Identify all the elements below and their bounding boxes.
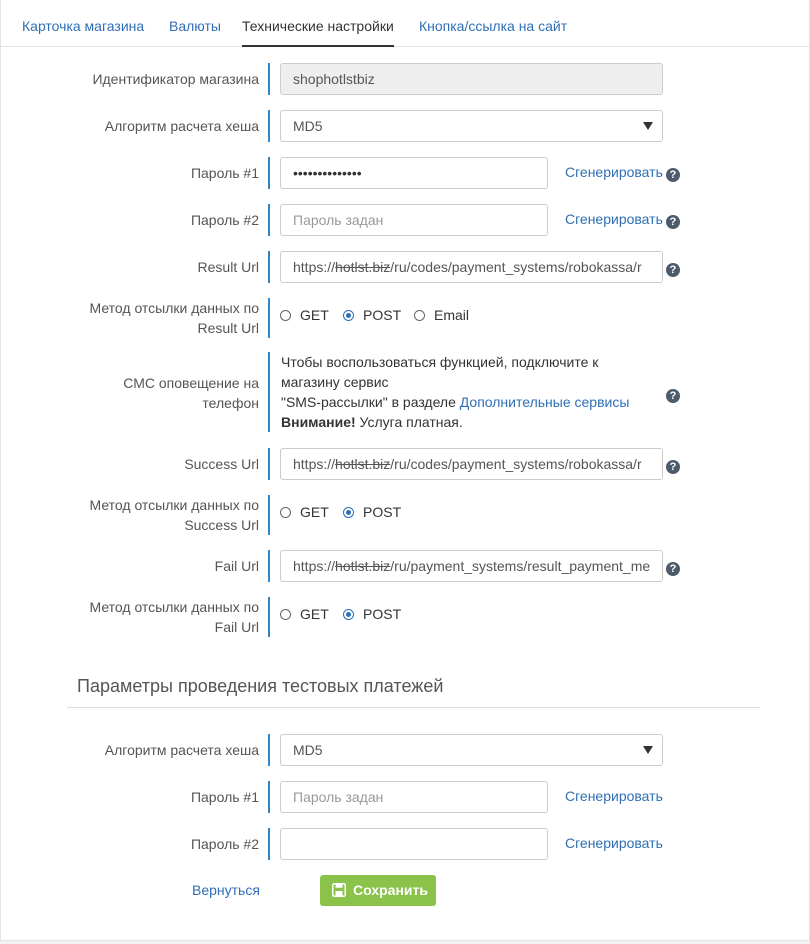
sms-notice (281, 352, 661, 432)
test-hash-algo-label: Алгоритм расчета хеша (104, 742, 259, 758)
generate-test-password2-link[interactable]: Сгенерировать (565, 835, 663, 851)
sms-notice-line2: магазину сервис (281, 374, 389, 390)
fail-url-field[interactable] (280, 550, 663, 582)
sms-label (61, 373, 259, 413)
fail-url-label: Fail Url (214, 558, 259, 574)
help-icon[interactable]: ? (666, 389, 680, 403)
label-divider (268, 63, 270, 95)
help-icon[interactable]: ? (666, 168, 680, 182)
tab-shop-card[interactable]: Карточка магазина (22, 18, 145, 34)
hash-algo-label: Алгоритм расчета хеша (104, 118, 259, 134)
caret-down-icon (643, 122, 653, 130)
password1-label: Пароль #1 (190, 165, 259, 181)
hash-algo-value: MD5 (293, 118, 323, 134)
generate-test-password1-link[interactable]: Сгенерировать (565, 788, 663, 804)
test-hash-algo-value: MD5 (293, 742, 323, 758)
help-icon[interactable]: ? (666, 263, 680, 277)
tab-technical-settings[interactable]: Технические настройки (242, 18, 394, 34)
url-domain: hotlst.biz (335, 558, 391, 574)
sms-notice-line4: Внимание! Услуга платная. (281, 414, 463, 430)
shop-id-label: Идентификатор магазина (92, 71, 259, 87)
fail-method-label-line2: Fail Url (214, 619, 259, 635)
tab-button-link[interactable]: Кнопка/ссылка на сайт (419, 18, 568, 34)
sms-label-line2: телефон (202, 395, 259, 411)
success-method-label-line1: Метод отсылки данных по (89, 497, 259, 513)
url-prefix: https:// (293, 558, 336, 574)
back-link[interactable]: Вернуться (192, 882, 260, 898)
floppy-disk-icon (332, 883, 346, 897)
generate-password2-link[interactable]: Сгенерировать (565, 211, 663, 227)
label-divider (268, 781, 270, 813)
url-path: /ru/payment_systems/result_payment_me (390, 558, 651, 574)
label-divider (268, 298, 270, 338)
url-path: /ru/codes/payment_systems/robokassa/r (390, 456, 642, 472)
result-url-label: Result Url (197, 259, 259, 275)
password2-field[interactable] (280, 204, 548, 236)
success-url-field[interactable] (280, 448, 663, 480)
tab-currencies[interactable]: Валюты (169, 18, 221, 34)
url-prefix: https:// (293, 456, 336, 472)
test-section-title: Параметры проведения тестовых платежей (77, 676, 444, 696)
tab-bar (1, 8, 809, 47)
url-domain: hotlst.biz (335, 456, 391, 472)
help-icon[interactable]: ? (666, 215, 680, 229)
test-password2-field[interactable] (280, 828, 548, 860)
label-divider (268, 157, 270, 189)
test-hash-algo-select[interactable] (280, 734, 663, 766)
label-divider (268, 828, 270, 860)
password2-label: Пароль #2 (190, 212, 259, 228)
additional-services-link[interactable]: Дополнительные сервисы (459, 394, 630, 410)
label-divider (268, 495, 270, 535)
generate-password1-link[interactable]: Сгенерировать (565, 164, 663, 180)
fail-method-label (61, 597, 259, 637)
success-method-label-line2: Success Url (184, 517, 259, 533)
test-password1-field[interactable] (280, 781, 548, 813)
result-method-label (61, 298, 259, 338)
test-password2-label: Пароль #2 (190, 836, 259, 852)
sms-notice-line3: "SMS-рассылки" в разделе Дополнительные сервисы (281, 394, 630, 410)
label-divider (268, 352, 270, 432)
label-divider (268, 204, 270, 236)
help-icon[interactable]: ? (666, 562, 680, 576)
hash-algo-select[interactable] (280, 110, 663, 142)
sms-label-line1: СМС оповещение на (123, 375, 259, 391)
success-url-label: Success Url (184, 456, 259, 472)
url-prefix: https:// (293, 259, 336, 275)
test-password1-label: Пароль #1 (190, 789, 259, 805)
save-button[interactable] (320, 875, 436, 906)
help-icon[interactable]: ? (666, 460, 680, 474)
settings-panel: Карточка магазина Валюты Технические настройки Кнопка/ссылка на сайт Идентификатор магазина shophotlstbiz Алгоритм расчета хеша MD5 Пароль #1 •••••••••••••• Сгенерировать ? Пароль #2 Пароль задан Сгенерировать ? Result Url https://hotlst.biz/ru/codes/payment_systems/robokassa/r ? Метод отсылки данных по Result Url GET POST Email СМС оповещение на телефон Чтобы воспользоваться функцией, подключите к магазину сервис "SMS-рассылки" в разделе Дополнительные сервисы Внимание! Услуга платная. ? Success Url https://hotlst.biz/ru/codes/payment_systems/robokassa/r ? Метод отсылки данных по Success Url GET POST Fail Url https://hotlst.biz/ru/payment_systems/result_payment_me ? Метод отсылки данных по Fail Url GET POST Параметры проведения тестовых платежей Алгоритм расчета хеша MD5 Пароль #1 Пароль задан Сгенерировать Пароль #2 Сгенерировать Вернуться Сохранить (0, 0, 810, 941)
result-method-label-line2: Result Url (197, 320, 259, 336)
url-path: /ru/codes/payment_systems/robokassa/r (390, 259, 642, 275)
save-button-label: Сохранить (353, 882, 428, 898)
url-domain: hotlst.biz (335, 259, 391, 275)
section-divider (67, 707, 760, 708)
result-method-label-line1: Метод отсылки данных по (89, 300, 259, 316)
label-divider (268, 550, 270, 582)
label-divider (268, 734, 270, 766)
label-divider (268, 597, 270, 637)
shop-id-field: shophotlstbiz (280, 63, 663, 95)
sms-notice-line1: Чтобы воспользоваться функцией, подключите к (281, 354, 599, 370)
caret-down-icon (643, 746, 653, 754)
success-method-label (61, 495, 259, 535)
label-divider (268, 110, 270, 142)
password1-field[interactable]: •••••••••••••• (280, 157, 548, 189)
label-divider (268, 448, 270, 480)
result-url-field[interactable] (280, 251, 663, 283)
label-divider (268, 251, 270, 283)
fail-method-label-line1: Метод отсылки данных по (89, 599, 259, 615)
